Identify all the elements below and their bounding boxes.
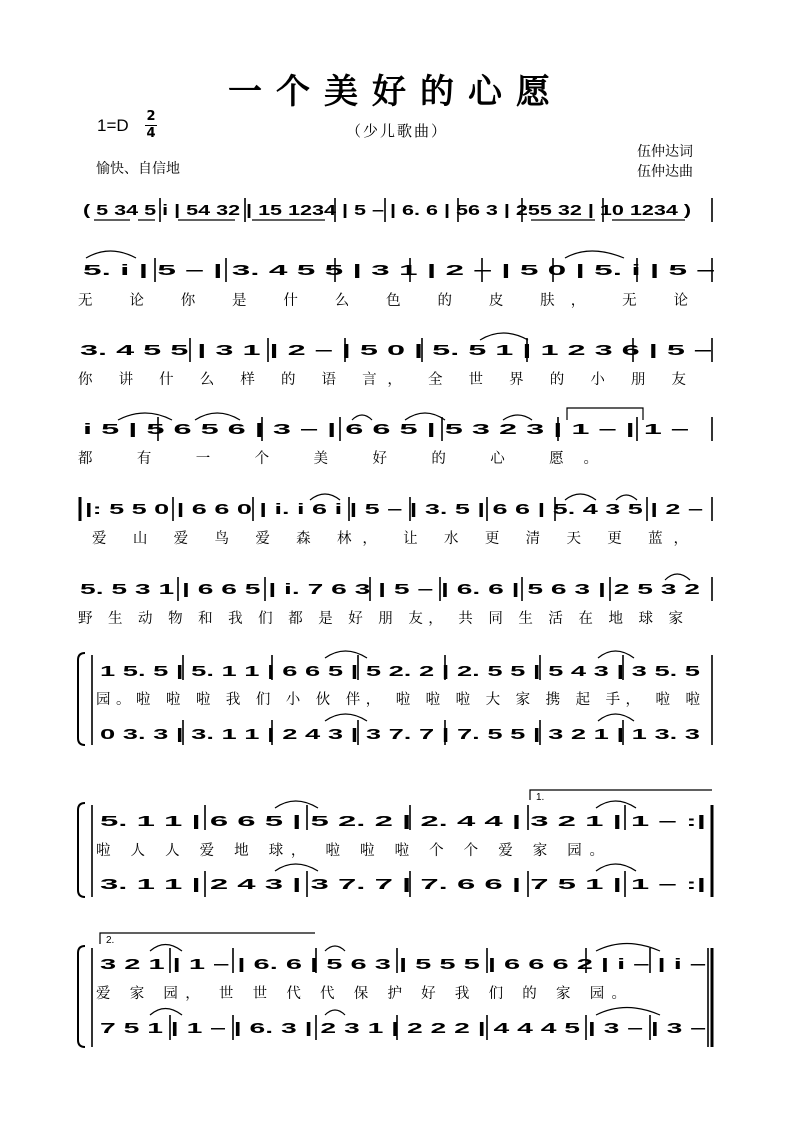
score-system-3 xyxy=(78,333,712,388)
system-6-lyrics: 野 生 动 物 和 我 们 都 是 好 朋 友， 共 同 生 活 在 地 球 家 xyxy=(78,611,683,627)
system-9-slurs xyxy=(150,944,660,1016)
tempo-marking: 愉快、自信地 xyxy=(96,161,180,177)
composer-credit: 伍仲达曲 xyxy=(637,164,693,180)
score-system-9 xyxy=(78,933,712,1047)
score-system-5 xyxy=(80,494,712,547)
system-6-slur xyxy=(665,574,690,580)
song-title: 一个美好的心愿 xyxy=(228,72,564,112)
system-3-lyrics: 你 讲 什 么 样 的 语 言， 全 世 界 的 小 朋 友 xyxy=(78,372,686,388)
score-system-8 xyxy=(78,790,712,897)
system-7-lower-notation: 0 3. 3 | 3. 1 1 | 2 4 3 | 3 7. 7 | 7. 5 5 | 3 2 1 | 1 3. 3 xyxy=(100,726,700,743)
score-system-7 xyxy=(78,651,712,745)
system-7-lyrics: 园。啦 啦 啦 我 们 小 伙 伴， 啦 啦 啦 大 家 携 起 手， 啦 啦 xyxy=(96,692,700,708)
system-4-lyrics: 都 有 一 个 美 好 的 心 愿。 xyxy=(78,451,598,467)
system-8-upper-notation: 5. 1 1 | 6 6 5 | 5 2. 2 | 2. 4 4 | 3 2 1 | 1 – :| xyxy=(100,813,706,830)
system-7-slurs xyxy=(325,651,634,721)
song-subtitle: （少儿歌曲） xyxy=(346,122,449,140)
system-8-slurs xyxy=(275,801,636,871)
system-8-lyrics: 啦 人 人 爱 地 球， 啦 啦 啦 个 个 爱 家 园。 xyxy=(96,843,604,859)
system-9-upper-notation: 3 2 1 | 1 – | 6. 6 | 5 6 3 | 5 5 5 | 6 6 6 2 | i – | i – xyxy=(100,956,706,973)
score-system-4 xyxy=(78,408,712,467)
key-signature: 1=D xyxy=(97,116,129,135)
system-8-lower-notation: 3. 1 1 | 2 4 3 | 3 7. 7 | 7. 6 6 | 7 5 1 | 1 – :| xyxy=(100,876,706,893)
system-2-notation: 5. i | 5 – | 3. 4 5 5 | 3 1 | 2 – | 5 0 | 5. i | 5 – xyxy=(83,262,715,279)
score-system-2 xyxy=(78,251,715,309)
system-5-lyrics: 爱 山 爱 鸟 爱 森 林， 让 水 更 清 天 更 蓝， xyxy=(92,531,688,547)
system-5-notation: |: 5 5 0 | 6 6 0 | i. i 6 i | 5 – | 3. 5 | 6 6 | 5. 4 3 5 | 2 – xyxy=(85,501,703,518)
system-4-slurs xyxy=(118,408,643,420)
system-7-upper-notation: 1 5. 5 | 5. 1 1 | 6 6 5 | 5 2. 2 | 2. 5 5 | 5 4 3 | 3 5. 5 xyxy=(100,663,700,680)
system-5-slurs xyxy=(310,494,637,500)
time-signature-bottom: 4 xyxy=(146,126,156,141)
system-9-lower-notation: 7 5 1 | 1 – | 6. 3 | 2 3 1 | 2 2 2 | 4 4 4 5 | 3 – | 3 – xyxy=(100,1020,706,1037)
volta-2-label: 2. xyxy=(106,935,115,946)
volta-1-bracket xyxy=(530,790,712,800)
system-2-lyrics: 无 论 你 是 什 么 色 的 皮 肤， 无 论 xyxy=(78,293,688,309)
volta-2-bracket xyxy=(100,933,315,944)
score-system-6 xyxy=(78,574,712,627)
system-1-notation: ( 5 34 5 i | 54 32 | 15 1234 | 5 – | 6. 6 | 56 3 | 255 32 | 10 1234 ) xyxy=(83,202,691,219)
score-system-1 xyxy=(83,198,712,222)
lyricist-credit: 伍仲达词 xyxy=(637,144,693,160)
time-signature-top: 2 xyxy=(146,109,156,124)
system-2-slurs xyxy=(86,251,624,258)
system-3-notation: 3. 4 5 5 | 3 1 | 2 – | 5 0 | 5. 5 1 | 1 2 3 6 | 5 – xyxy=(80,342,713,359)
volta-1-label: 1. xyxy=(536,792,545,803)
system-6-notation: 5. 5 3 1 | 6 6 5 | i. 7 6 3 | 5 – | 6. 6 | 5 6 3 | 2 5 3 2 xyxy=(80,581,700,598)
system-4-notation: i 5 | 5 6 5 6 | 3 – | 6 6 5 | 5 3 2 3 | 1 – | 1 – xyxy=(83,421,689,438)
system-9-lyrics: 爱 家 园， 世 世 代 代 保 护 好 我 们 的 家 园。 xyxy=(96,986,627,1002)
system-3-slur xyxy=(480,333,528,340)
